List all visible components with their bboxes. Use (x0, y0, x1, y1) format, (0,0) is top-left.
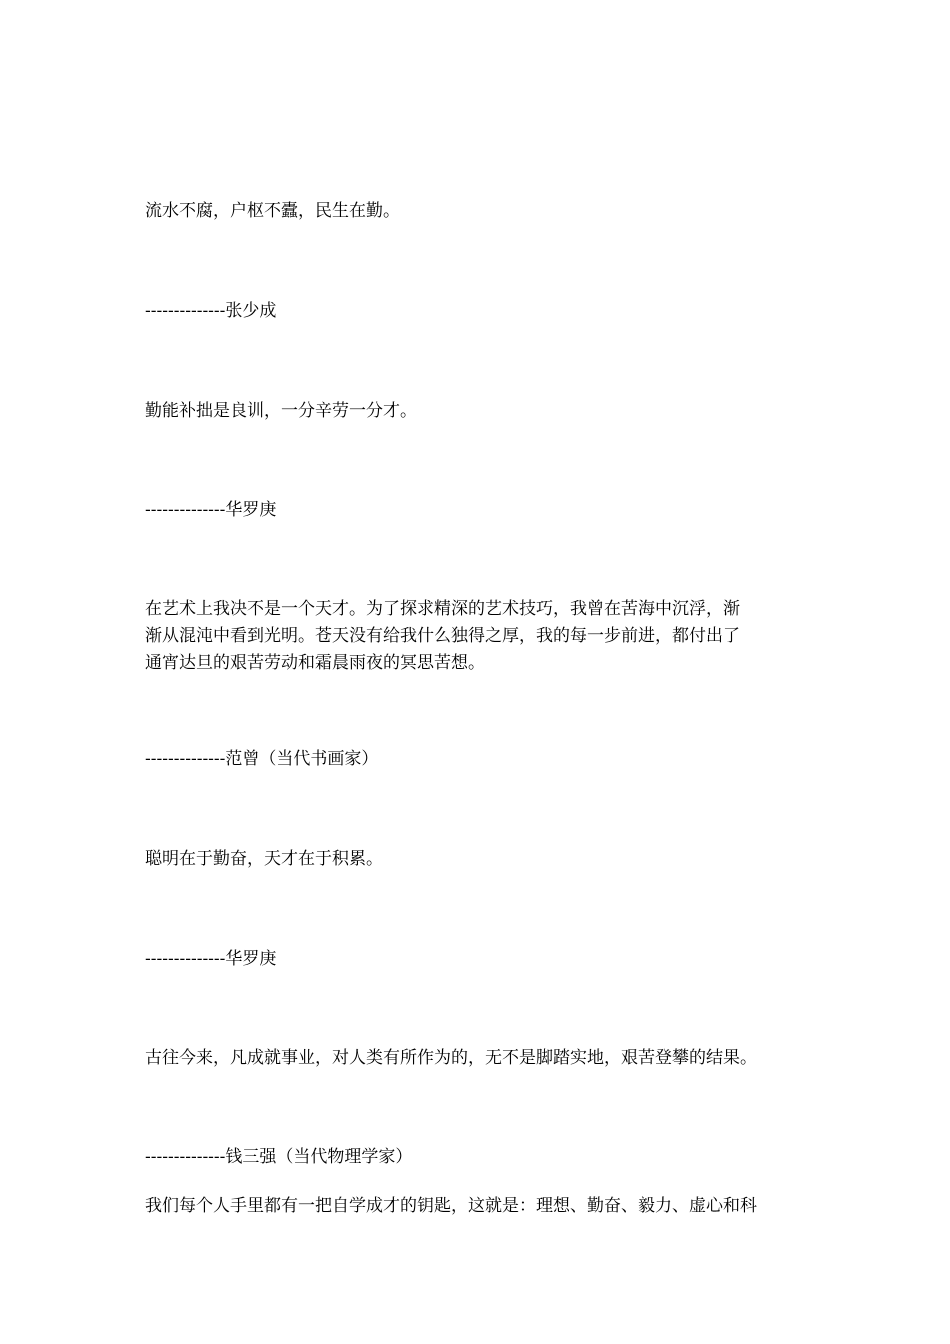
quote-6: 我们每个人手里都有一把自学成才的钥匙，这就是：理想、勤奋、毅力、虚心和科 (145, 1196, 757, 1216)
attribution-5: --------------钱三强（当代物理学家） (145, 1147, 413, 1167)
attribution-3: --------------范曾（当代书画家） (145, 749, 379, 769)
attribution-1: --------------张少成 (145, 301, 277, 321)
quote-4: 聪明在于勤奋，天才在于积累。 (145, 849, 383, 869)
quote-3 (145, 596, 825, 677)
quote-3-line-3: 通宵达旦的艰苦劳动和霜晨雨夜的冥思苦想。 (145, 653, 485, 673)
attribution-2: --------------华罗庚 (145, 500, 277, 520)
quote-5: 古往今来，凡成就事业，对人类有所作为的，无不是脚踏实地，艰苦登攀的结果。 (145, 1048, 757, 1068)
quote-3-line-1: 在艺术上我决不是一个天才。为了探求精深的艺术技巧，我曾在苦海中沉浮，渐 (145, 599, 740, 619)
quote-3-line-2: 渐从混沌中看到光明。苍天没有给我什么独得之厚，我的每一步前进，都付出了 (145, 626, 740, 646)
quote-1: 流水不腐，户枢不蠹，民生在勤。 (145, 201, 400, 221)
quote-2: 勤能补拙是良训，一分辛劳一分才。 (145, 401, 417, 421)
attribution-4: --------------华罗庚 (145, 949, 277, 969)
